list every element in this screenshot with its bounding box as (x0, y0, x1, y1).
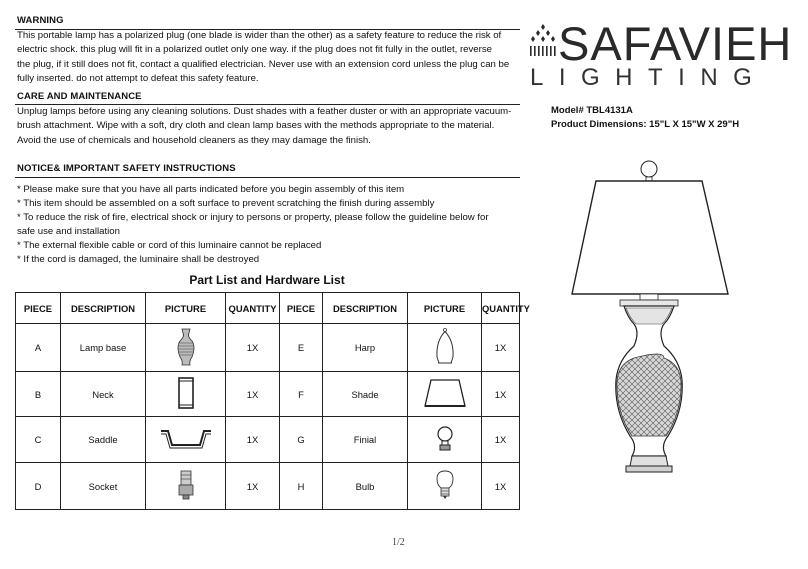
notice-item: * Please make sure that you have all parts indicated before you begin assembly of this item (17, 184, 405, 195)
warning-text (17, 29, 527, 86)
description-cell: Shade (323, 372, 408, 417)
quantity-cell: 1X (226, 324, 280, 372)
picture-cell (408, 324, 482, 372)
header-quantity: QUANTITY (482, 293, 520, 324)
warning-line: This portable lamp has a polarized plug (one blade is wider than the other) as a safety feature to reduce the risk of (17, 30, 502, 41)
care-text (17, 105, 527, 148)
piece-cell: D (16, 463, 61, 510)
brand-sub: LIGHTING (530, 64, 768, 91)
notice-item: safe use and installation (17, 226, 120, 237)
care-line: brush attachment. Wipe with a soft, dry cloth and clean lamp bases with the methods appropriate to the material. (17, 120, 495, 132)
piece-cell: E (280, 324, 323, 372)
harp-icon (434, 327, 456, 367)
header-description: DESCRIPTION (323, 293, 408, 324)
quantity-cell: 1X (226, 463, 280, 510)
description-cell: Bulb (323, 463, 408, 510)
parts-table (15, 292, 530, 510)
notice-rule (15, 177, 520, 178)
brand-name: SAFAVIEH (558, 17, 793, 70)
picture-cell (146, 324, 226, 372)
safavieh-logo-icon (528, 22, 558, 60)
warning-line: fully inserted. do not attempt to defeat this safety feature. (17, 72, 259, 84)
warning-line: the plug, if it still does not fit, contact a qualified electrician. Never use with an extension cord unless the plug can be (17, 58, 510, 70)
care-title: CARE AND MAINTENANCE (17, 91, 142, 102)
notice-item: * This item should be assembled on a soft surface to prevent scratching the finish during assembly (17, 198, 435, 209)
picture-cell (408, 417, 482, 463)
saddle-icon (158, 425, 214, 453)
bulb-icon (435, 469, 455, 501)
piece-cell: G (280, 417, 323, 463)
header-picture: PICTURE (146, 293, 226, 324)
lamp-base-icon (174, 327, 198, 367)
page-number: 1/2 (392, 537, 405, 548)
neck-icon (176, 376, 196, 410)
header-quantity: QUANTITY (226, 293, 280, 324)
warning-line: electric shock. this plug will fit in a polarized outlet only one way. if the plug does not fit fully in the outlet, reverse (17, 44, 492, 56)
table-row (16, 372, 520, 417)
shade-icon (423, 376, 467, 410)
piece-cell: A (16, 324, 61, 372)
product-dimensions: Product Dimensions: 15"L X 15"W X 29"H (551, 119, 740, 130)
description-cell: Finial (323, 417, 408, 463)
quantity-cell: 1X (226, 372, 280, 417)
piece-cell: B (16, 372, 61, 417)
parts-header-row (16, 293, 520, 324)
notice-title: NOTICE& IMPORTANT SAFETY INSTRUCTIONS (17, 163, 236, 174)
description-cell: Lamp base (61, 324, 146, 372)
quantity-cell: 1X (482, 463, 520, 510)
warning-title: WARNING (17, 15, 64, 26)
description-cell: Harp (323, 324, 408, 372)
finial-icon (435, 424, 455, 454)
description-cell: Neck (61, 372, 146, 417)
picture-cell (146, 372, 226, 417)
model-number: Model# TBL4131A (551, 105, 633, 116)
picture-cell (146, 463, 226, 510)
quantity-cell: 1X (482, 417, 520, 463)
header-picture: PICTURE (408, 293, 482, 324)
piece-cell: C (16, 417, 61, 463)
description-cell: Socket (61, 463, 146, 510)
notice-item: * The external flexible cable or cord of this luminaire cannot be replaced (17, 240, 322, 251)
header-piece: PIECE (280, 293, 323, 324)
quantity-cell: 1X (482, 372, 520, 417)
piece-cell: H (280, 463, 323, 510)
care-line: Avoid the use of chemicals and household cleaners as they may damage the finish. (17, 134, 371, 146)
quantity-cell: 1X (482, 324, 520, 372)
table-row (16, 417, 520, 463)
socket-icon (177, 469, 195, 501)
notice-list (17, 183, 527, 267)
picture-cell (146, 417, 226, 463)
picture-cell (408, 372, 482, 417)
part-list-title: Part List and Hardware List (189, 273, 345, 287)
picture-cell (408, 463, 482, 510)
care-line: Unplug lamps before using any cleaning solutions. Dust shades with a feather duster or with an appropriate vacuum- (17, 106, 512, 117)
notice-item: * To reduce the risk of fire, electrical shock or injury to persons or property, please follow the guideline below for (17, 212, 489, 223)
lamp-illustration (560, 150, 740, 490)
header-description: DESCRIPTION (61, 293, 146, 324)
quantity-cell: 1X (226, 417, 280, 463)
piece-cell: F (280, 372, 323, 417)
header-piece: PIECE (16, 293, 61, 324)
notice-item: * If the cord is damaged, the luminaire shall be destroyed (17, 254, 260, 265)
table-row (16, 324, 520, 372)
table-row (16, 463, 520, 510)
description-cell: Saddle (61, 417, 146, 463)
